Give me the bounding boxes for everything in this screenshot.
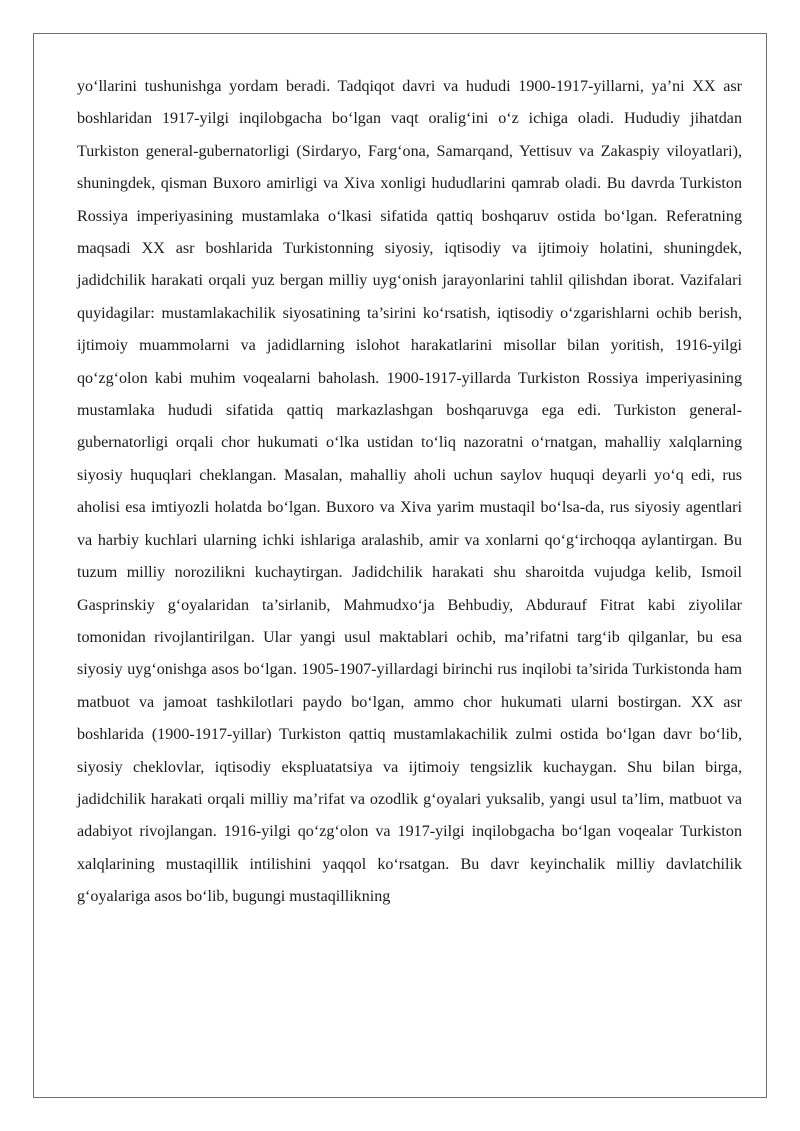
body-paragraph: yo‘llarini tushunishga yordam beradi. Tadqiqot davri va hududi 1900-1917-yillarni, ya’ni XX asr boshlaridan 1917-yilgi inqilobgacha bo‘lgan vaqt oralig‘ini o‘z ichiga oladi. Hududiy jihatdan Turkiston general-gubernatorligi (Sirdaryo, Farg‘ona, Samarqand, Yettisuv va Zakaspiy viloyatlari), shuningdek, qisman Buxoro amirligi va Xiva xonligi hududlarini qamrab oladi. Bu davrda Turkiston Rossiya imperiyasining mustamlaka o‘lkasi sifatida qattiq boshqaruv ostida bo‘lgan. Referatning maqsadi XX asr boshlarida Turkistonning siyosiy, iqtisodiy va ijtimoiy holatini, shuningdek, jadidchilik harakati orqali yuz bergan milliy uyg‘onish jarayonlarini tahlil qilishdan iborat. Vazifalari quyidagilar: mustamlakachilik siyosatining ta’sirini ko‘rsatish, iqtisodiy o‘zgarishlarni ochib berish, ijtimoiy muammolarni va jadidlarning islohot harakatlarini misollar bilan yoritish, 1916-yilgi qo‘zg‘olon kabi muhim voqealarni baholash. 1900-1917-yillarda Turkiston Rossiya imperiyasining mustamlaka hududi sifatida qattiq markazlashgan boshqaruvga ega edi. Turkiston general-gubernatorligi orqali chor hukumati o‘lka ustidan to‘liq nazoratni o‘rnatgan, mahalliy xalqlarning siyosiy huquqlari cheklangan. Masalan, mahalliy aholi uchun saylov huquqi deyarli yo‘q edi, rus aholisi esa imtiyozli holatda bo‘lgan. Buxoro va Xiva yarim mustaqil bo‘lsa-da, rus siyosiy agentlari va harbiy kuchlari ularning ichki ishlariga aralashib, amir va xonlarni qo‘g‘irchoqqa aylantirgan. Bu tuzum milliy norozilikni kuchaytirgan. Jadidchilik harakati shu sharoitda vujudga kelib, Ismoil Gasprinskiy g‘oyalaridan ta’sirlanib, Mahmudxo‘ja Behbudiy, Abdurauf Fitrat kabi ziyolilar tomonidan rivojlantirilgan. Ular yangi usul maktablari ochib, ma’rifatni targ‘ib qilganlar, bu esa siyosiy uyg‘onishga asos bo‘lgan. 1905-1907-yillardagi birinchi rus inqilobi ta’sirida Turkistonda ham matbuot va jamoat tashkilotlari paydo bo‘lgan, ammo chor hukumati ularni bostirgan. XX asr boshlarida (1900-1917-yillar) Turkiston qattiq mustamlakachilik zulmi ostida bo‘lgan davr bo‘lib, siyosiy cheklovlar, iqtisodiy ekspluatatsiya va ijtimoiy tengsizlik kuchaygan. Shu bilan birga, jadidchilik harakati orqali milliy ma’rifat va ozodlik g‘oyalari yuksalib, yangi usul ta’lim, matbuot va adabiyot rivojlangan. 1916-yilgi qo‘zg‘olon va 1917-yilgi inqilobgacha bo‘lgan voqealar Turkiston xalqlarining mustaqillik intilishini yaqqol ko‘rsatgan. Bu davr keyinchalik milliy davlatchilik g‘oyalariga asos bo‘lib, bugungi mustaqillikning — [77, 78, 742, 906]
